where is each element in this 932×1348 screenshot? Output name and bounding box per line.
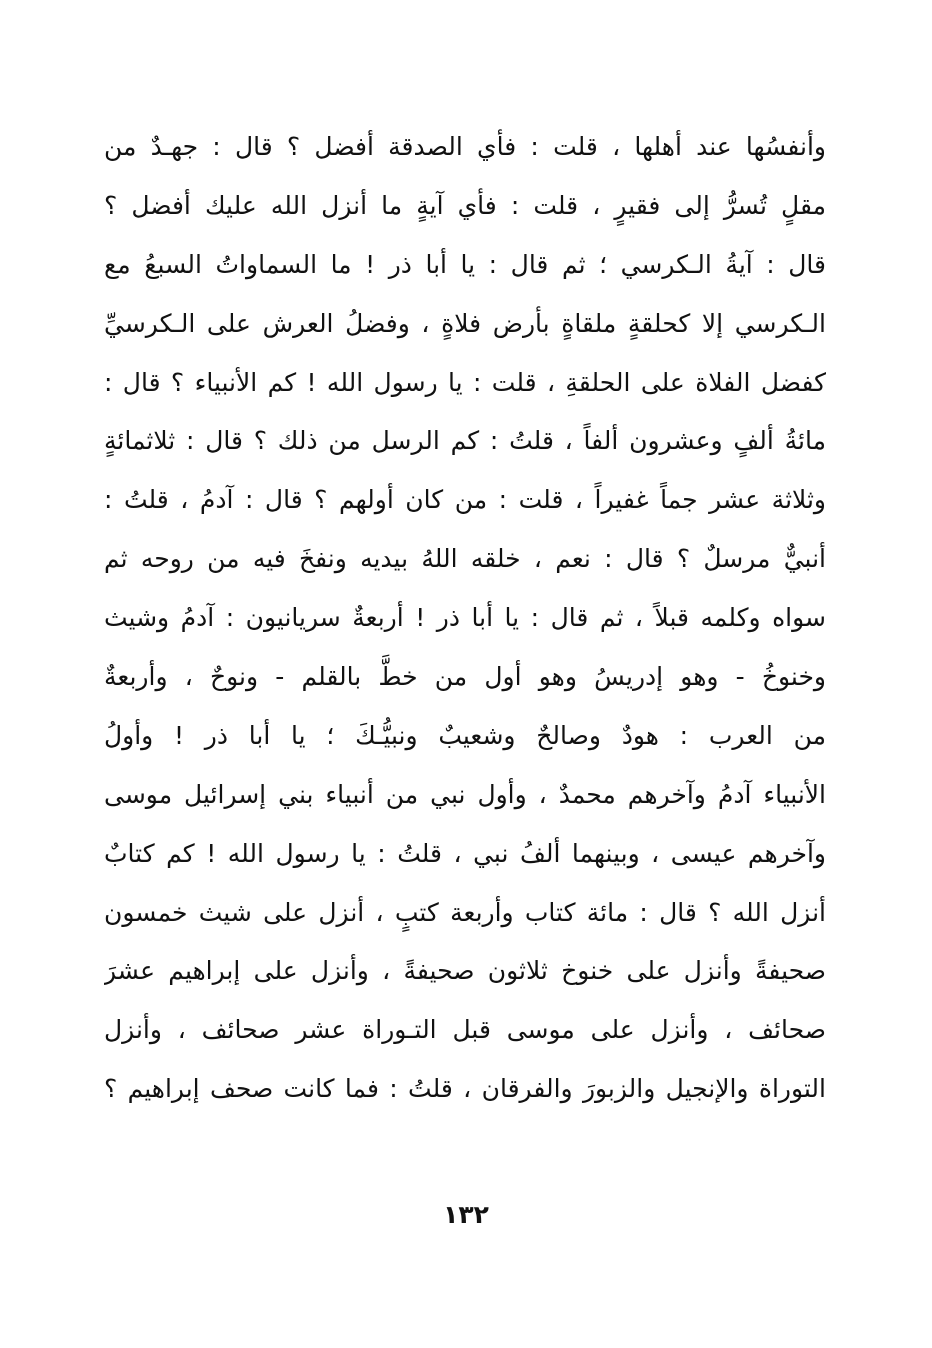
text-line: صحائف ، وأنزل على موسى قبل التـوراة عشر صحائف ، وأنزل <box>104 1015 826 1045</box>
body-text <box>104 118 826 1119</box>
text-line: وثلاثة عشر جماً غفيراً ، قلت : من كان أولهم ؟ قال : آدمُ ، قلتُ : <box>104 485 826 515</box>
text-line: أنبيٌّ مرسلٌ ؟ قال : نعم ، خلقه اللهُ بيديه ونفخَ فيه من روحه ثم <box>104 544 826 574</box>
text-line: وخنوخُ - وهو إدريسُ وهو أول من خطَّ بالقلم - ونوحٌ ، وأربعةٌ <box>104 662 826 692</box>
text-line: مائةُ ألفٍ وعشرون ألفاً ، قلتُ : كم الرسل من ذلك ؟ قال : ثلاثمائةٍ <box>104 426 826 456</box>
text-line: الـكرسي إلا كحلقةٍ ملقاةٍ بأرض فلاةٍ ، وفضلُ العرش على الـكرسيِّ <box>104 308 826 338</box>
text-line: أنزل الله ؟ قال : مائة كتاب وأربعة كتبٍ ، أنزل على شيث خمسون <box>104 897 826 927</box>
text-line: وأنفسُها عند أهلها ، قلت : فأي الصدقة أفضل ؟ قال : جهـدٌ من <box>104 132 826 161</box>
text-line: قال : آيةُ الـكرسي ؛ ثم قال : يا أبا ذر ! ما السماواتُ السبعُ مع <box>104 249 826 279</box>
text-line: مقلٍ تُسرُّ إلى فقيرٍ ، قلت : فأي آيةٍ ما أنزل الله عليك أفضل ؟ <box>104 190 826 220</box>
page-number: ١٣٢ <box>443 1200 489 1229</box>
text-line: من العرب : هودٌ وصالحٌ وشعيبٌ ونبيُّـكَ ؛ يا أبا ذر ! وأولُ <box>104 720 826 750</box>
text-line: صحيفةً وأنزل على خنوخ ثلاثون صحيفةً ، وأنزل على إبراهيم عشرَ <box>104 956 826 986</box>
text-line: وآخرهم عيسى ، وبينهما ألفُ نبي ، قلتُ : يا رسول الله ! كم كتابٌ <box>104 838 826 868</box>
text-line: سواه وكلمه قبلاً ، ثم قال : يا أبا ذر ! أربعةٌ سريانيون : آدمُ وشيث <box>104 603 826 633</box>
text-line: الأنبياء آدمُ وآخرهم محمدٌ ، وأول نبي من أنبياء بني إسرائيل موسى <box>104 779 826 809</box>
text-line: التوراة والإنجيل والزبورَ والفرقان ، قلتُ : فما كانت صحف إبراهيم ؟ <box>104 1074 826 1104</box>
text-line: كفضل الفلاة على الحلقةِ ، قلت : يا رسول الله ! كم الأنبياء ؟ قال : <box>104 367 826 397</box>
